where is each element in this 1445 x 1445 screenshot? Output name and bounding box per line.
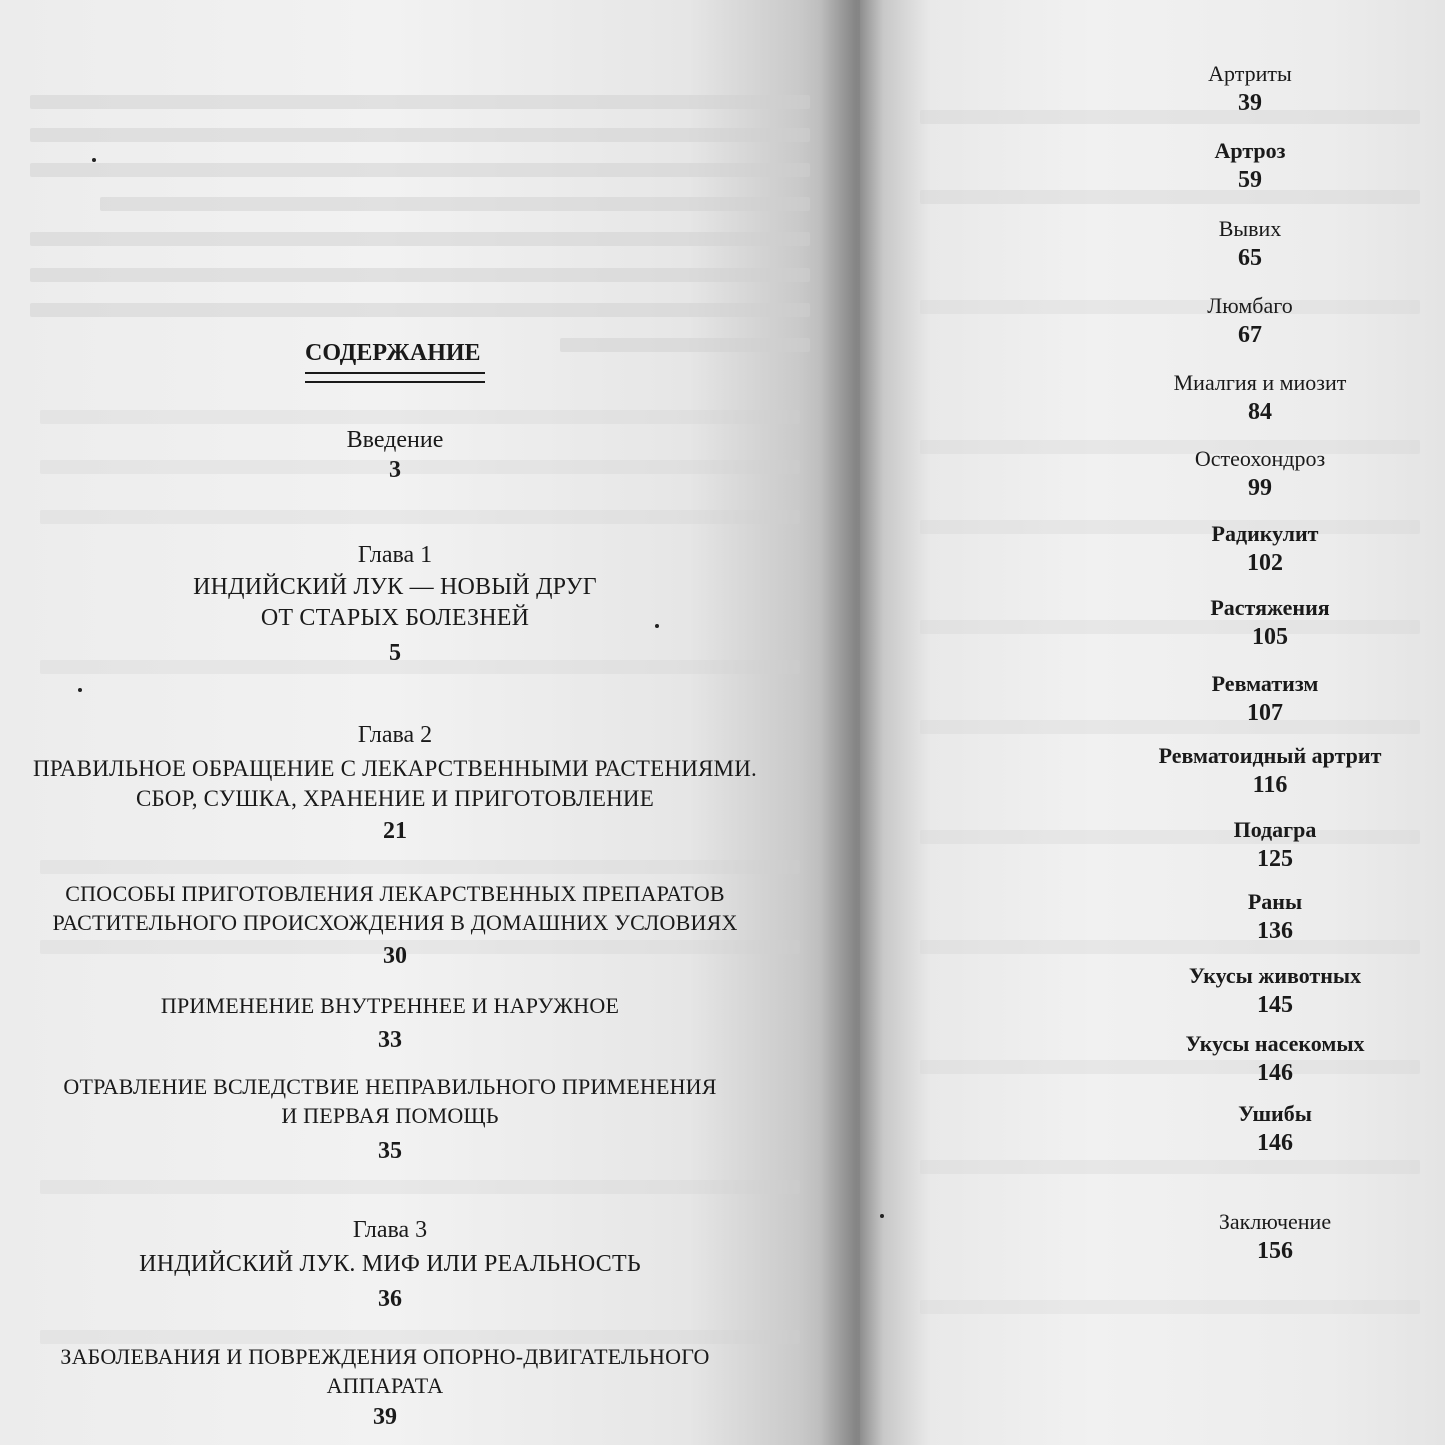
toc-entry-title: Ушибы [1238, 1101, 1312, 1126]
toc-page-number: 84 [1248, 398, 1272, 425]
show-through-line [100, 197, 810, 211]
toc-entry-title: Миалгия и миозит [1173, 370, 1347, 395]
show-through-line [30, 268, 810, 282]
toc-entry-title: ОТРАВЛЕНИЕ ВСЛЕДСТВИЕ НЕПРАВИЛЬНОГО ПРИМЕНЕНИЯ [63, 1074, 717, 1099]
toc-page-number: 3 [389, 457, 401, 483]
toc-entry-title: Подагра [1233, 817, 1317, 842]
toc-entry-radiculitis[interactable] [1115, 520, 1415, 579]
toc-entry-title: Люмбаго [1207, 293, 1293, 318]
show-through-line [30, 95, 810, 109]
toc-page-number: 36 [378, 1286, 402, 1313]
chapter-label: Глава 3 [352, 1217, 428, 1243]
show-through-line [920, 1300, 1420, 1314]
toc-entry-insect-bites[interactable] [1125, 1030, 1425, 1089]
toc-page-number: 146 [1257, 1059, 1293, 1086]
speck [880, 1214, 884, 1218]
toc-entry-title: Вывих [1218, 216, 1282, 241]
toc-page-number: 102 [1247, 549, 1283, 576]
toc-page-number: 67 [1238, 321, 1262, 348]
toc-entry-title: И ПЕРВАЯ ПОМОЩЬ [281, 1102, 499, 1128]
toc-page-number: 21 [383, 817, 407, 844]
show-through-line [40, 860, 800, 874]
toc-page-number: 39 [373, 1404, 397, 1431]
toc-entry-title: Артриты [1208, 61, 1292, 86]
toc-entry-title: Укусы насекомых [1185, 1031, 1365, 1056]
show-through-line [40, 510, 800, 524]
toc-entry-introduction[interactable] [245, 425, 545, 486]
toc-entry-title: ИНДИЙСКИЙ ЛУК. МИФ ИЛИ РЕАЛЬНОСТЬ [139, 1251, 641, 1277]
show-through-line [30, 163, 810, 177]
toc-page-number: 146 [1257, 1129, 1293, 1156]
toc-page-number: 35 [378, 1138, 402, 1165]
toc-entry-rheumatoid-arthritis[interactable] [1120, 742, 1420, 801]
show-through-line [40, 1180, 800, 1194]
toc-entry-title: ОТ СТАРЫХ БОЛЕЗНЕЙ [260, 605, 530, 632]
toc-entry-preparation-methods[interactable] [30, 880, 760, 972]
toc-entry-title: Введение [346, 427, 444, 453]
toc-entry-application[interactable] [90, 992, 690, 1056]
toc-entry-title: Растяжения [1210, 595, 1330, 620]
toc-page-number: 156 [1257, 1237, 1293, 1264]
toc-entry-title: Раны [1247, 889, 1303, 914]
toc-page-number: 107 [1247, 699, 1283, 726]
toc-entry-title: Радикулит [1211, 521, 1319, 546]
toc-page-number: 99 [1248, 474, 1272, 501]
toc-entry-title: Заключение [1218, 1209, 1332, 1234]
toc-entry-diseases[interactable] [30, 1343, 740, 1433]
show-through-line [40, 1330, 800, 1344]
toc-entry-chapter-2[interactable] [15, 720, 775, 847]
toc-entry-title: ПРИМЕНЕНИЕ ВНУТРЕННЕЕ И НАРУЖНОЕ [160, 993, 620, 1018]
toc-page-number: 59 [1238, 166, 1262, 193]
toc-entry-gout[interactable] [1125, 816, 1425, 875]
speck [655, 624, 659, 628]
toc-entry-myalgia[interactable] [1110, 369, 1410, 428]
toc-entry-chapter-1[interactable] [90, 540, 700, 670]
show-through-line [560, 338, 810, 352]
toc-entry-title: РАСТИТЕЛЬНОГО ПРОИСХОЖДЕНИЯ В ДОМАШНИХ УСЛОВИЯХ [52, 909, 738, 935]
toc-entry-title: Укусы животных [1188, 963, 1362, 988]
toc-entry-title: ЗАБОЛЕВАНИЯ И ПОВРЕЖДЕНИЯ ОПОРНО-ДВИГАТЕЛЬНОГО [60, 1344, 710, 1369]
toc-page-number: 33 [378, 1026, 402, 1053]
toc-entry-bruises[interactable] [1125, 1100, 1425, 1159]
toc-entry-arthrosis[interactable] [1100, 137, 1400, 196]
toc-page-number: 125 [1257, 845, 1293, 872]
toc-entry-title: ИНДИЙСКИЙ ЛУК — НОВЫЙ ДРУГ [193, 574, 597, 600]
toc-entry-title: Ревматоидный артрит [1158, 743, 1382, 768]
toc-entry-title: Ревматизм [1211, 671, 1319, 696]
show-through-line [30, 128, 810, 142]
toc-page-number: 105 [1252, 623, 1288, 650]
toc-page-number: 39 [1238, 89, 1262, 116]
toc-entry-title: Артроз [1214, 138, 1286, 163]
toc-page-number: 116 [1252, 771, 1288, 798]
toc-page-number: 5 [389, 640, 401, 667]
toc-entry-title: СПОСОБЫ ПРИГОТОВЛЕНИЯ ЛЕКАРСТВЕННЫХ ПРЕПАРАТОВ [65, 881, 725, 906]
toc-page-number: 145 [1257, 991, 1293, 1018]
toc-page-number: 30 [383, 943, 407, 970]
toc-entry-title: АППАРАТА [326, 1372, 444, 1398]
show-through-line [40, 410, 800, 424]
speck [92, 158, 96, 162]
toc-entry-sprains[interactable] [1120, 594, 1420, 653]
toc-entry-osteochondrosis[interactable] [1110, 445, 1410, 504]
speck [78, 688, 82, 692]
chapter-label: Глава 1 [357, 542, 433, 568]
show-through-line [30, 232, 810, 246]
toc-entry-arthritis[interactable] [1100, 60, 1400, 119]
show-through-line [30, 303, 810, 317]
toc-entry-conclusion[interactable] [1125, 1208, 1425, 1267]
heading-double-underline [305, 372, 485, 383]
toc-entry-rheumatism[interactable] [1115, 670, 1415, 729]
toc-entry-wounds[interactable] [1125, 888, 1425, 947]
toc-entry-title: Остеохондроз [1194, 446, 1326, 471]
chapter-label: Глава 2 [357, 722, 433, 748]
toc-page-number: 65 [1238, 244, 1262, 271]
toc-entry-chapter-3[interactable] [80, 1215, 700, 1315]
show-through-line [920, 1160, 1420, 1174]
toc-entry-animal-bites[interactable] [1125, 962, 1425, 1021]
right-page [860, 0, 1445, 1445]
toc-entry-poisoning[interactable] [40, 1073, 740, 1167]
toc-entry-dislocation[interactable] [1100, 215, 1400, 274]
toc-entry-lumbago[interactable] [1100, 292, 1400, 351]
contents-heading: СОДЕРЖАНИЕ [305, 340, 481, 366]
toc-page-number: 136 [1257, 917, 1293, 944]
toc-entry-title: ПРАВИЛЬНОЕ ОБРАЩЕНИЕ С ЛЕКАРСТВЕННЫМИ РАСТЕНИЯМИ. [33, 756, 757, 781]
toc-entry-title: СБОР, СУШКА, ХРАНЕНИЕ И ПРИГОТОВЛЕНИЕ [136, 785, 654, 811]
